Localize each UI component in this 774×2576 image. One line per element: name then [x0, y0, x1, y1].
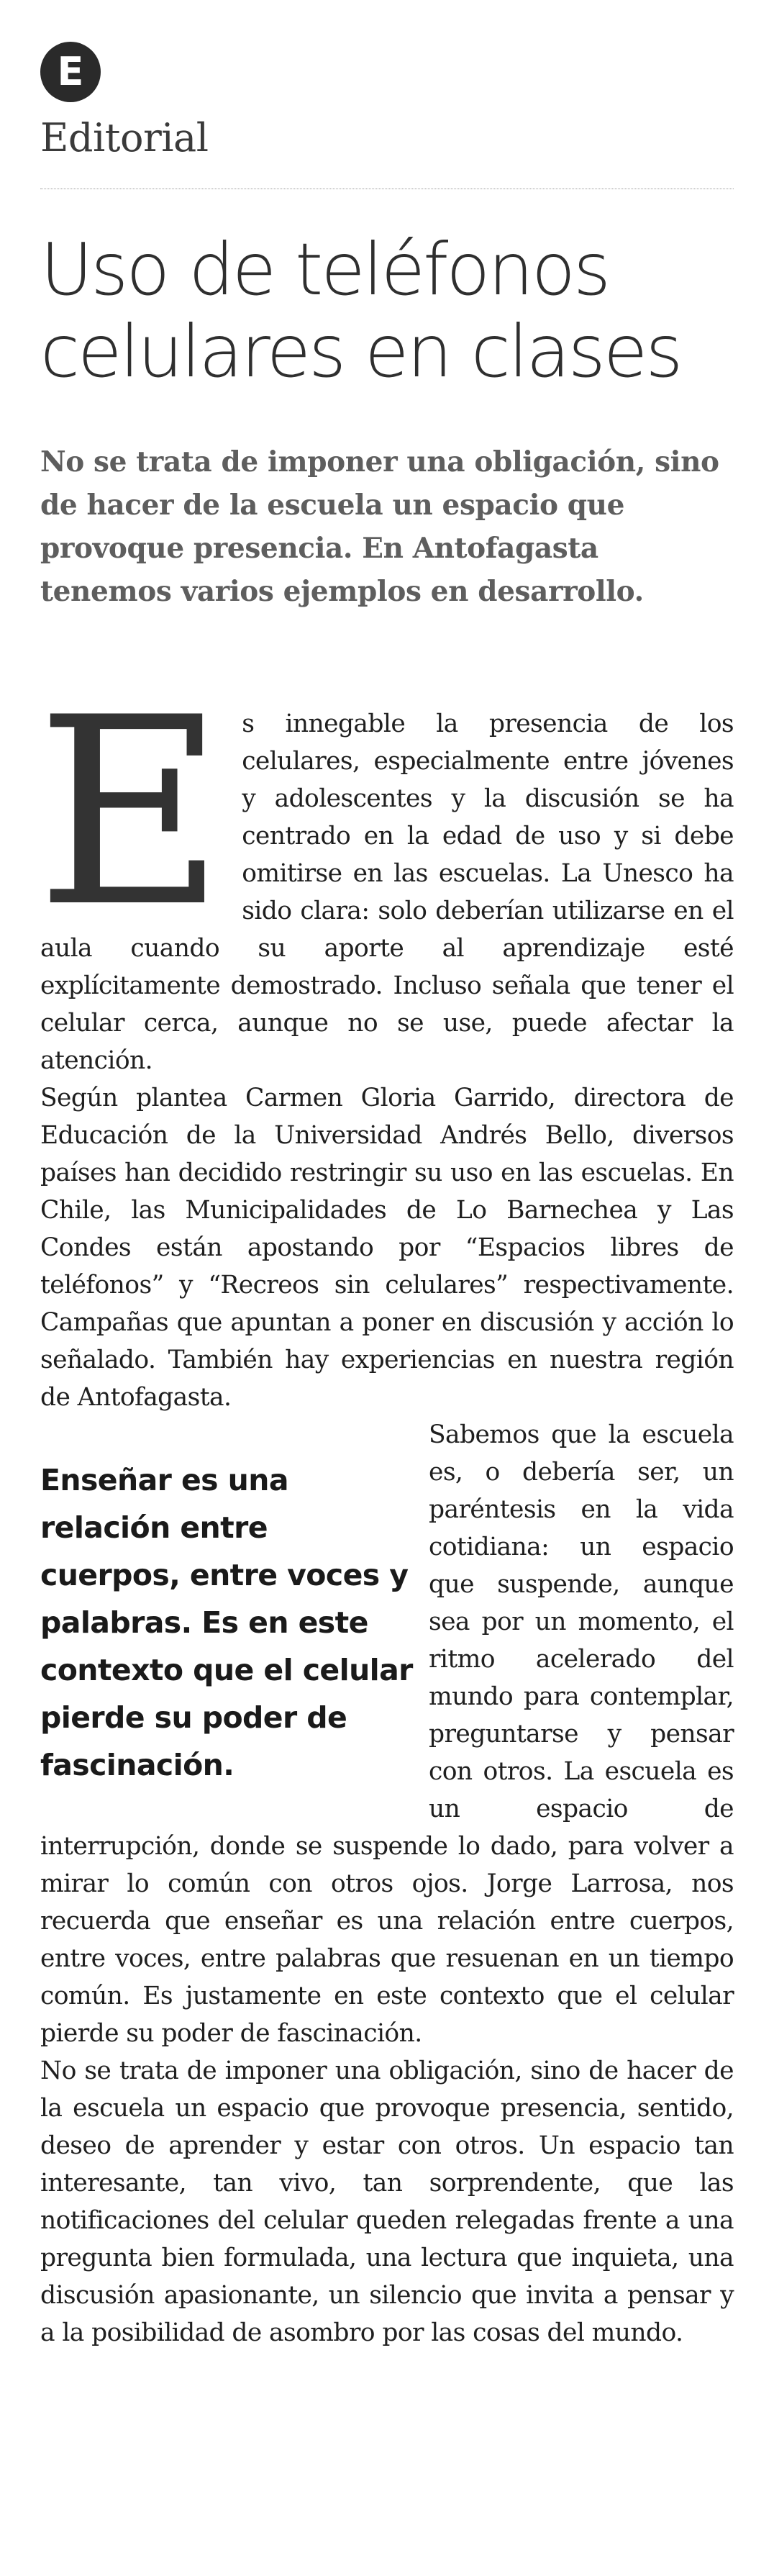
paragraph: s innegable la presencia de los celulares, especialmente entre jóvenes y adolescentes y la discusión se ha centrado en la edad de uso y si debe omitirse en las escuelas. La Unesco ha sido clara: solo deberían utilizarse en el aula cuando su aporte al aprendizaje esté explícitamente demostrado. Incluso señala que tener el celular cerca, aunque no se use, puede afectar la atención. — [40, 709, 734, 1075]
newspaper-logo-icon: E — [40, 42, 101, 102]
deck: No se trata de imponer una obligación, sino de hacer de la escuela un espacio que provoque presencia. En Antofagasta tenemos varios ejemplos en desarrollo. — [40, 445, 719, 608]
paragraph: Sabemos que la escuela es, o debería ser, un paréntesis en la vida cotidiana: un espacio que suspende, aunque sea por un momento, el ritmo acelerado del mundo para contemplar, preguntarse y pensar con otros. La escuela es un espacio de interrupción, donde se suspende lo dado, para volver a mirar lo común con otros ojos. Jorge Larrosa, nos recuerda que enseñar es una relación entre cuerpos, entre voces, entre palabras que resuenan en un tiempo común. Es justamente en este contexto que el celular pierde su poder de fascinación. — [40, 1420, 734, 2048]
article-body — [36, 662, 734, 2351]
paragraph: Según plantea Carmen Gloria Garrido, directora de Educación de la Universidad Andrés Bello, diversos países han decidido restringir su uso en las escuelas. En Chile, las Municipalidades de Lo Barnechea y Las Condes están apostando por “Espacios libres de teléfonos” y “Recreos sin celulares” respectivamente. Campañas que apuntan a poner en discusión y acción lo señalado. También hay experiencias en nuestra región de Antofagasta. — [40, 1084, 734, 1412]
pull-quote — [40, 1456, 414, 1789]
headline: Uso de teléfonos celulares en clases — [40, 227, 681, 394]
pull-quote-text: Enseñar es una relación entre cuerpos, entre voces y palabras. Es en este contexto que el celular pierde su poder de fascinación. — [40, 1463, 413, 1782]
section-label: Editorial — [40, 115, 209, 160]
drop-cap: E — [36, 662, 225, 963]
paragraph: No se trata de imponer una obligación, sino de hacer de la escuela un espacio que provoque presencia, sentido, deseo de aprender y estar con otros. Un espacio tan interesante, tan vivo, tan sorprendente, que las notificaciones del celular queden relegadas frente a una pregunta bien formulada, una lectura que inquieta, una discusión apasionante, un silencio que invita a pensar y a la posibilidad de asombro por las cosas del mundo. — [40, 2056, 734, 2347]
